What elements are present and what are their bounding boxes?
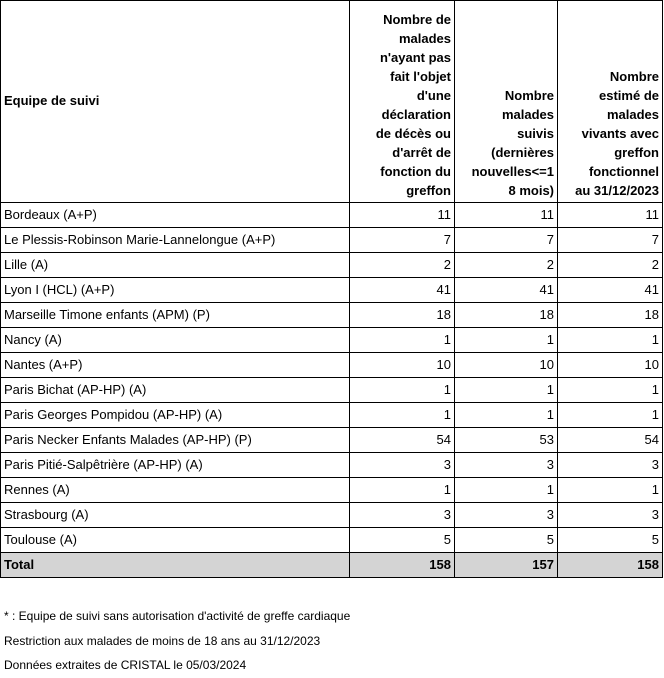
table-row — [1, 378, 663, 403]
header-line: malades — [398, 31, 451, 46]
not-declared-cell: 1 — [350, 403, 455, 428]
header-line: fonctionnel — [588, 164, 659, 179]
header-estimated-alive — [558, 1, 663, 203]
header-line: suivis — [517, 126, 554, 141]
header-line: déclaration — [381, 107, 451, 122]
header-followed — [455, 1, 558, 203]
team-cell: Nantes (A+P) — [1, 353, 350, 378]
estimated-alive-cell: 18 — [558, 303, 663, 328]
followed-cell: 41 — [455, 278, 558, 303]
header-line: nouvelles<=1 — [471, 164, 554, 179]
table-row — [1, 228, 663, 253]
footnotes — [4, 604, 350, 678]
not-declared-cell: 3 — [350, 453, 455, 478]
followed-cell: 3 — [455, 503, 558, 528]
header-row — [1, 1, 663, 203]
total-followed-cell: 157 — [455, 553, 558, 578]
header-line: Nombre — [609, 69, 659, 84]
followed-cell: 3 — [455, 453, 558, 478]
team-cell: Nancy (A) — [1, 328, 350, 353]
header-line: n'ayant pas — [379, 50, 451, 65]
header-not-declared — [350, 1, 455, 203]
followed-cell: 1 — [455, 478, 558, 503]
header-line: Equipe de suivi — [4, 93, 100, 108]
followed-cell: 1 — [455, 403, 558, 428]
estimated-alive-cell: 3 — [558, 503, 663, 528]
table-row — [1, 253, 663, 278]
total-row — [1, 553, 663, 578]
team-cell: Lyon I (HCL) (A+P) — [1, 278, 350, 303]
header-line: (dernières — [491, 145, 554, 160]
header-line: Nombre — [504, 88, 554, 103]
team-cell: Bordeaux (A+P) — [1, 203, 350, 228]
table-row — [1, 353, 663, 378]
team-cell: Marseille Timone enfants (APM) (P) — [1, 303, 350, 328]
table-row — [1, 503, 663, 528]
estimated-alive-cell: 7 — [558, 228, 663, 253]
followed-cell: 18 — [455, 303, 558, 328]
table-row — [1, 203, 663, 228]
team-cell: Paris Pitié-Salpêtrière (AP-HP) (A) — [1, 453, 350, 478]
followed-cell: 10 — [455, 353, 558, 378]
followed-cell: 5 — [455, 528, 558, 553]
footnote-restriction: Restriction aux malades de moins de 18 ans au 31/12/2023 — [4, 633, 321, 648]
team-cell: Strasbourg (A) — [1, 503, 350, 528]
header-line: malades — [501, 107, 554, 122]
estimated-alive-cell: 11 — [558, 203, 663, 228]
header-line: au 31/12/2023 — [575, 183, 659, 198]
estimated-alive-cell: 1 — [558, 378, 663, 403]
followed-cell: 7 — [455, 228, 558, 253]
followed-cell: 53 — [455, 428, 558, 453]
header-line: d'une — [416, 88, 451, 103]
not-declared-cell: 7 — [350, 228, 455, 253]
estimated-alive-cell: 41 — [558, 278, 663, 303]
team-cell: Paris Necker Enfants Malades (AP-HP) (P) — [1, 428, 350, 453]
team-cell: Paris Georges Pompidou (AP-HP) (A) — [1, 403, 350, 428]
table-body — [1, 203, 663, 578]
footnote-source: Données extraites de CRISTAL le 05/03/2024 — [4, 658, 247, 672]
table-row — [1, 403, 663, 428]
team-cell: Rennes (A) — [1, 478, 350, 503]
estimated-alive-cell: 1 — [558, 328, 663, 353]
header-team — [1, 1, 350, 203]
header-line: fait l'objet — [390, 69, 451, 84]
not-declared-cell: 18 — [350, 303, 455, 328]
total-label: Total — [1, 553, 350, 578]
followed-cell: 1 — [455, 328, 558, 353]
header-line: d'arrêt de — [392, 145, 451, 160]
table-row — [1, 303, 663, 328]
total-not-declared-cell: 158 — [350, 553, 455, 578]
not-declared-cell: 1 — [350, 378, 455, 403]
header-line: malades — [606, 107, 659, 122]
estimated-alive-cell: 2 — [558, 253, 663, 278]
followed-cell: 1 — [455, 378, 558, 403]
estimated-alive-cell: 1 — [558, 403, 663, 428]
not-declared-cell: 5 — [350, 528, 455, 553]
header-line: greffon — [406, 183, 451, 198]
footnote-asterisk: * : Equipe de suivi sans autorisation d'activité de greffe cardiaque — [4, 609, 351, 623]
table-row — [1, 528, 663, 553]
header-line: 8 mois) — [508, 183, 554, 198]
not-declared-cell: 11 — [350, 203, 455, 228]
table-row — [1, 328, 663, 353]
total-estimated-alive-cell: 158 — [558, 553, 663, 578]
team-cell: Paris Bichat (AP-HP) (A) — [1, 378, 350, 403]
team-cell: Toulouse (A) — [1, 528, 350, 553]
team-cell: Le Plessis-Robinson Marie-Lannelongue (A+P) — [1, 228, 350, 253]
not-declared-cell: 1 — [350, 328, 455, 353]
table-row — [1, 478, 663, 503]
estimated-alive-cell: 54 — [558, 428, 663, 453]
estimated-alive-cell: 1 — [558, 478, 663, 503]
estimated-alive-cell: 10 — [558, 353, 663, 378]
not-declared-cell: 3 — [350, 503, 455, 528]
team-cell: Lille (A) — [1, 253, 350, 278]
header-line: vivants avec — [581, 126, 659, 141]
estimated-alive-cell: 5 — [558, 528, 663, 553]
header-line: de décès ou — [375, 126, 451, 141]
not-declared-cell: 41 — [350, 278, 455, 303]
header-line: greffon — [614, 145, 659, 160]
table-row — [1, 428, 663, 453]
table-row — [1, 453, 663, 478]
header-line: estimé de — [599, 88, 659, 103]
not-declared-cell: 1 — [350, 478, 455, 503]
estimated-alive-cell: 3 — [558, 453, 663, 478]
header-line: fonction du — [380, 164, 451, 179]
not-declared-cell: 54 — [350, 428, 455, 453]
header-line: Nombre de — [383, 12, 451, 27]
table-row — [1, 278, 663, 303]
followed-cell: 11 — [455, 203, 558, 228]
not-declared-cell: 10 — [350, 353, 455, 378]
followed-cell: 2 — [455, 253, 558, 278]
not-declared-cell: 2 — [350, 253, 455, 278]
